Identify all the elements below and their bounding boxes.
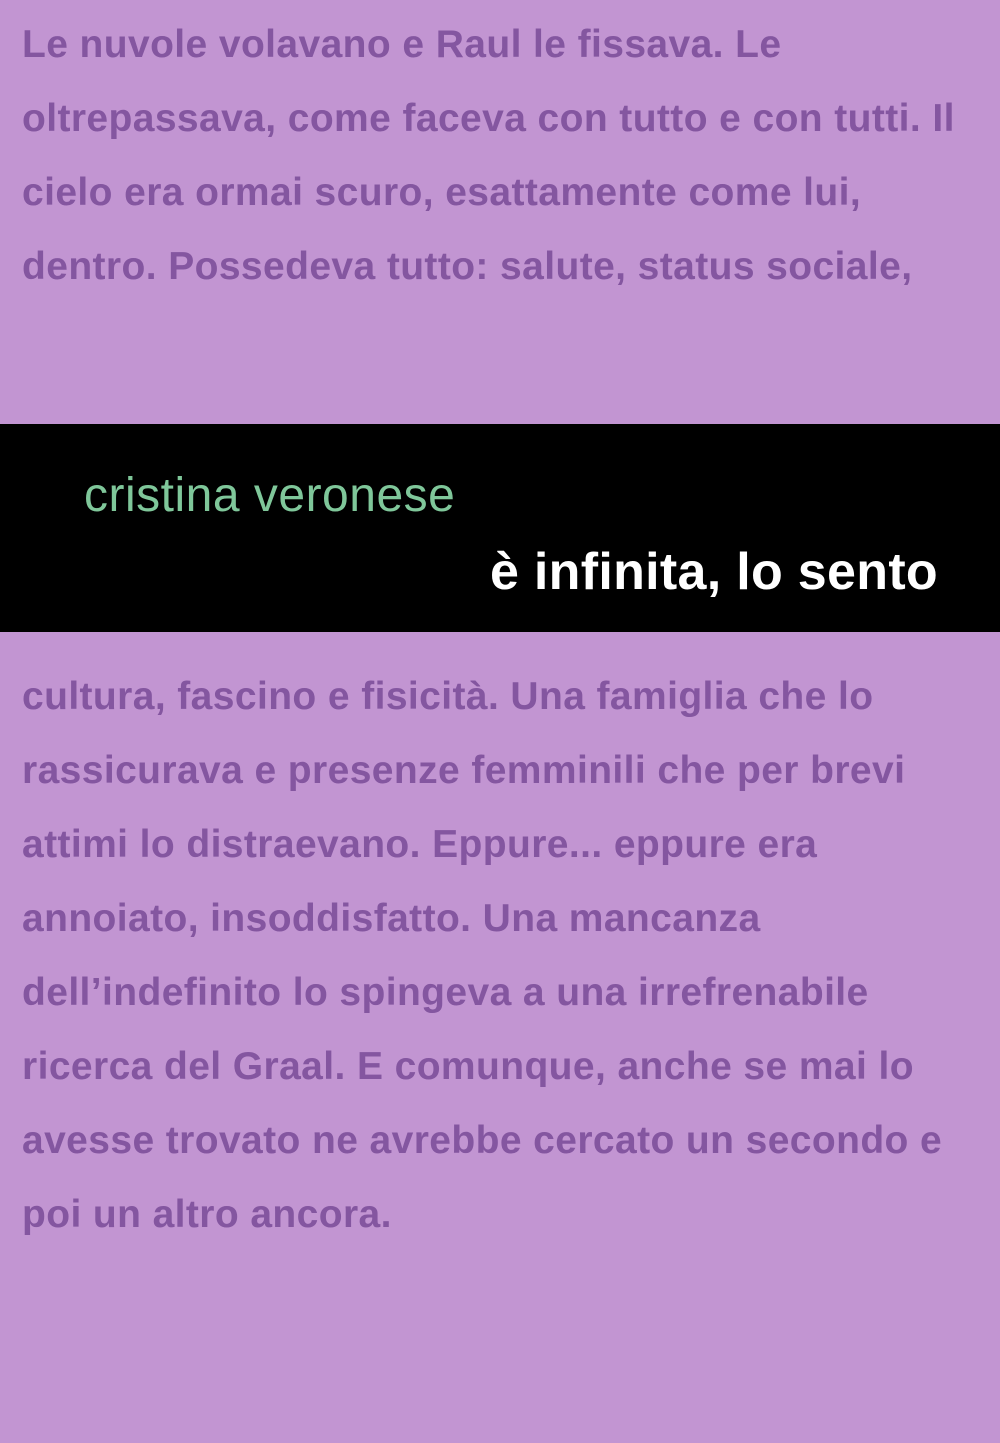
blurb-top-text: [0, 0, 1000, 424]
book-title: è infinita, lo sento: [489, 543, 938, 601]
author-name: cristina veronese: [84, 469, 456, 522]
blurb-top-paragraph: Le nuvole volavano e Raul le fissava. Le oltrepassava, come faceva con tutto e con tutti. Il cielo era ormai scuro, esattamente come lui, dentro. Possedeva tutto: salute, status sociale,: [22, 23, 955, 288]
blurb-bottom-paragraph: cultura, fascino e fisicità. Una famiglia che lo rassicurava e presenze femminili che per brevi attimi lo distraevano. Eppure... eppure era annoiato, insoddisfatto. Una mancanza dell’indefinito lo spingeva a una irrefrenabile ricerca del Graal. E comunque, anche se mai lo avesse trovato ne avrebbe cercato un secondo e poi un altro ancora.: [22, 675, 943, 1236]
blurb-bottom-text: [0, 632, 1000, 1443]
title-band: [0, 424, 1000, 632]
